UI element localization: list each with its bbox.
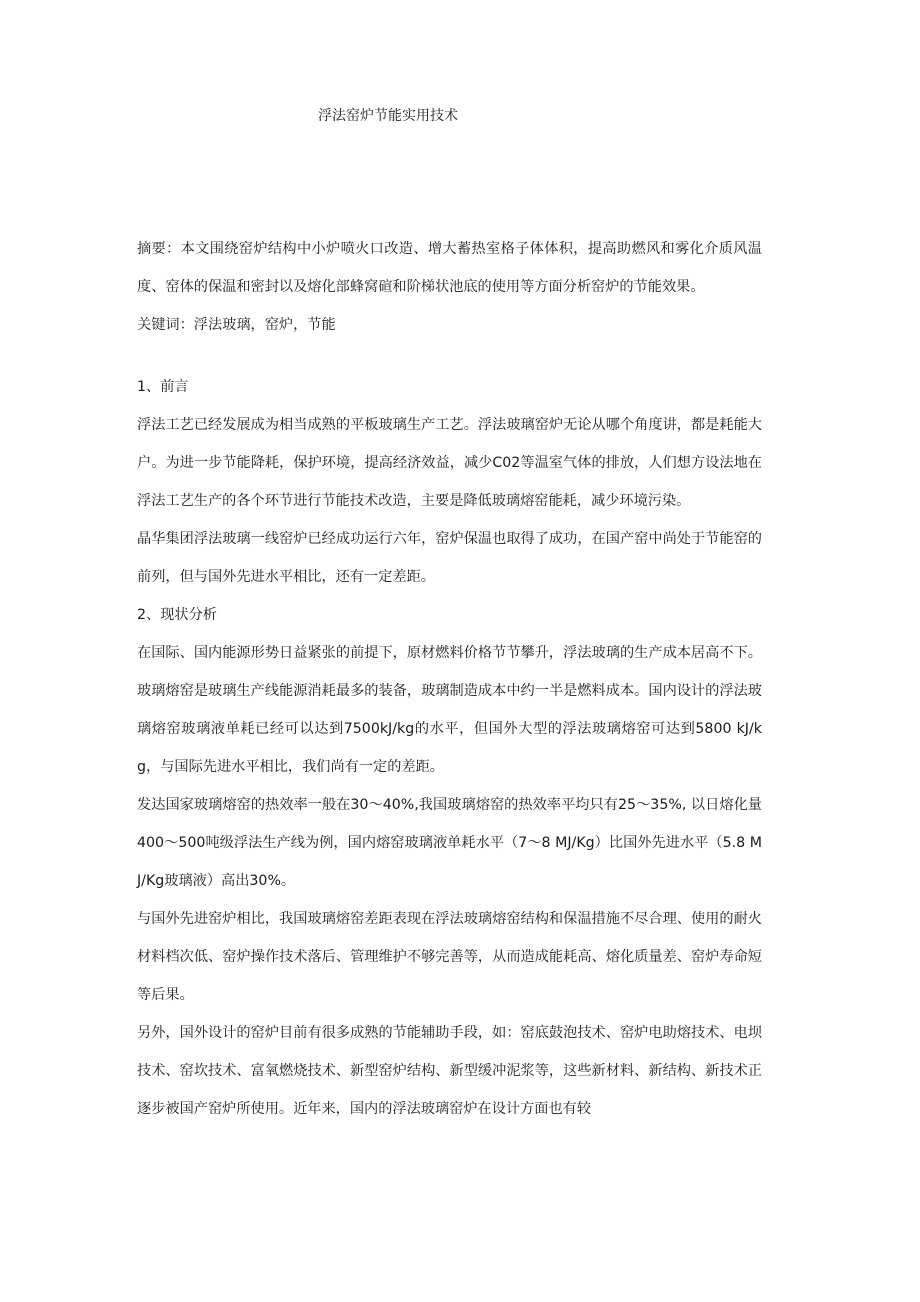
preface-paragraph-2: 晶华集团浮法玻璃一线窑炉已经成功运行六年，窑炉保温也取得了成功，在国产窑中尚处于节能窑的前列，但与国外先进水平相比，还有一定差距。	[137, 531, 762, 585]
document-body	[137, 230, 762, 1128]
abstract-paragraph: 摘要：本文围绕窑炉结构中小炉喷火口改造、增大蓄热室格子体体积，提高助燃风和雾化介质风温度、窑体的保温和密封以及熔化部蜂窝碹和阶梯状池底的使用等方面分析窑炉的节能效果。	[137, 241, 762, 295]
status-paragraph-3: 与国外先进窑炉相比，我国玻璃熔窑差距表现在浮法玻璃熔窑结构和保温措施不尽合理、使用的耐火材料档次低、窑炉操作技术落后、管理维护不够完善等，从而造成能耗高、熔化质量差、窑炉寿命短等后果。	[137, 911, 762, 1003]
document-title: 浮法窑炉节能实用技术	[318, 108, 458, 124]
section-heading-status-analysis: 2、现状分析	[137, 607, 217, 623]
status-paragraph-1: 在国际、国内能源形势日益紧张的前提下，原材燃料价格节节攀升，浮法玻璃的生产成本居高不下。玻璃熔窑是玻璃生产线能源消耗最多的装备，玻璃制造成本中约一半是燃料成本。国内设计的浮法玻璃熔窑玻璃液单耗已经可以达到7500kJ/kg的水平，但国外大型的浮法玻璃熔窑可达到5800 kJ/kg，与国际先进水平相比，我们尚有一定的差距。	[137, 645, 762, 775]
preface-paragraph-1: 浮法工艺已经发展成为相当成熟的平板玻璃生产工艺。浮法玻璃窑炉无论从哪个角度讲，都是耗能大户。为进一步节能降耗，保护环境，提高经济效益，减少C02等温室气体的排放，人们想方设法地在浮法工艺生产的各个环节进行节能技术改造，主要是降低玻璃熔窑能耗，减少环境污染。	[137, 417, 762, 509]
keywords-line: 关键词：浮法玻璃，窑炉，节能	[137, 317, 336, 333]
paragraph-gap	[137, 344, 762, 368]
status-paragraph-2: 发达国家玻璃熔窑的热效率一般在30〜40%,我国玻璃熔窑的热效率平均只有25〜35%, 以日熔化量400〜500吨级浮法生产线为例，国内熔窑玻璃液单耗水平（7〜8 MJ/Kg）比国外先进水平（5.8 MJ/Kg玻璃液）高出30%。	[137, 797, 762, 889]
status-paragraph-4: 另外，国外设计的窑炉目前有很多成熟的节能辅助手段，如：窑底鼓泡技术、窑炉电助熔技术、电坝技术、窑坎技术、富氧燃烧技术、新型窑炉结构、新型缓冲泥浆等，这些新材料、新结构、新技术正逐步被国产窑炉所使用。近年来，国内的浮法玻璃窑炉在设计方面也有较	[137, 1025, 762, 1117]
section-heading-preface: 1、前言	[137, 379, 189, 395]
